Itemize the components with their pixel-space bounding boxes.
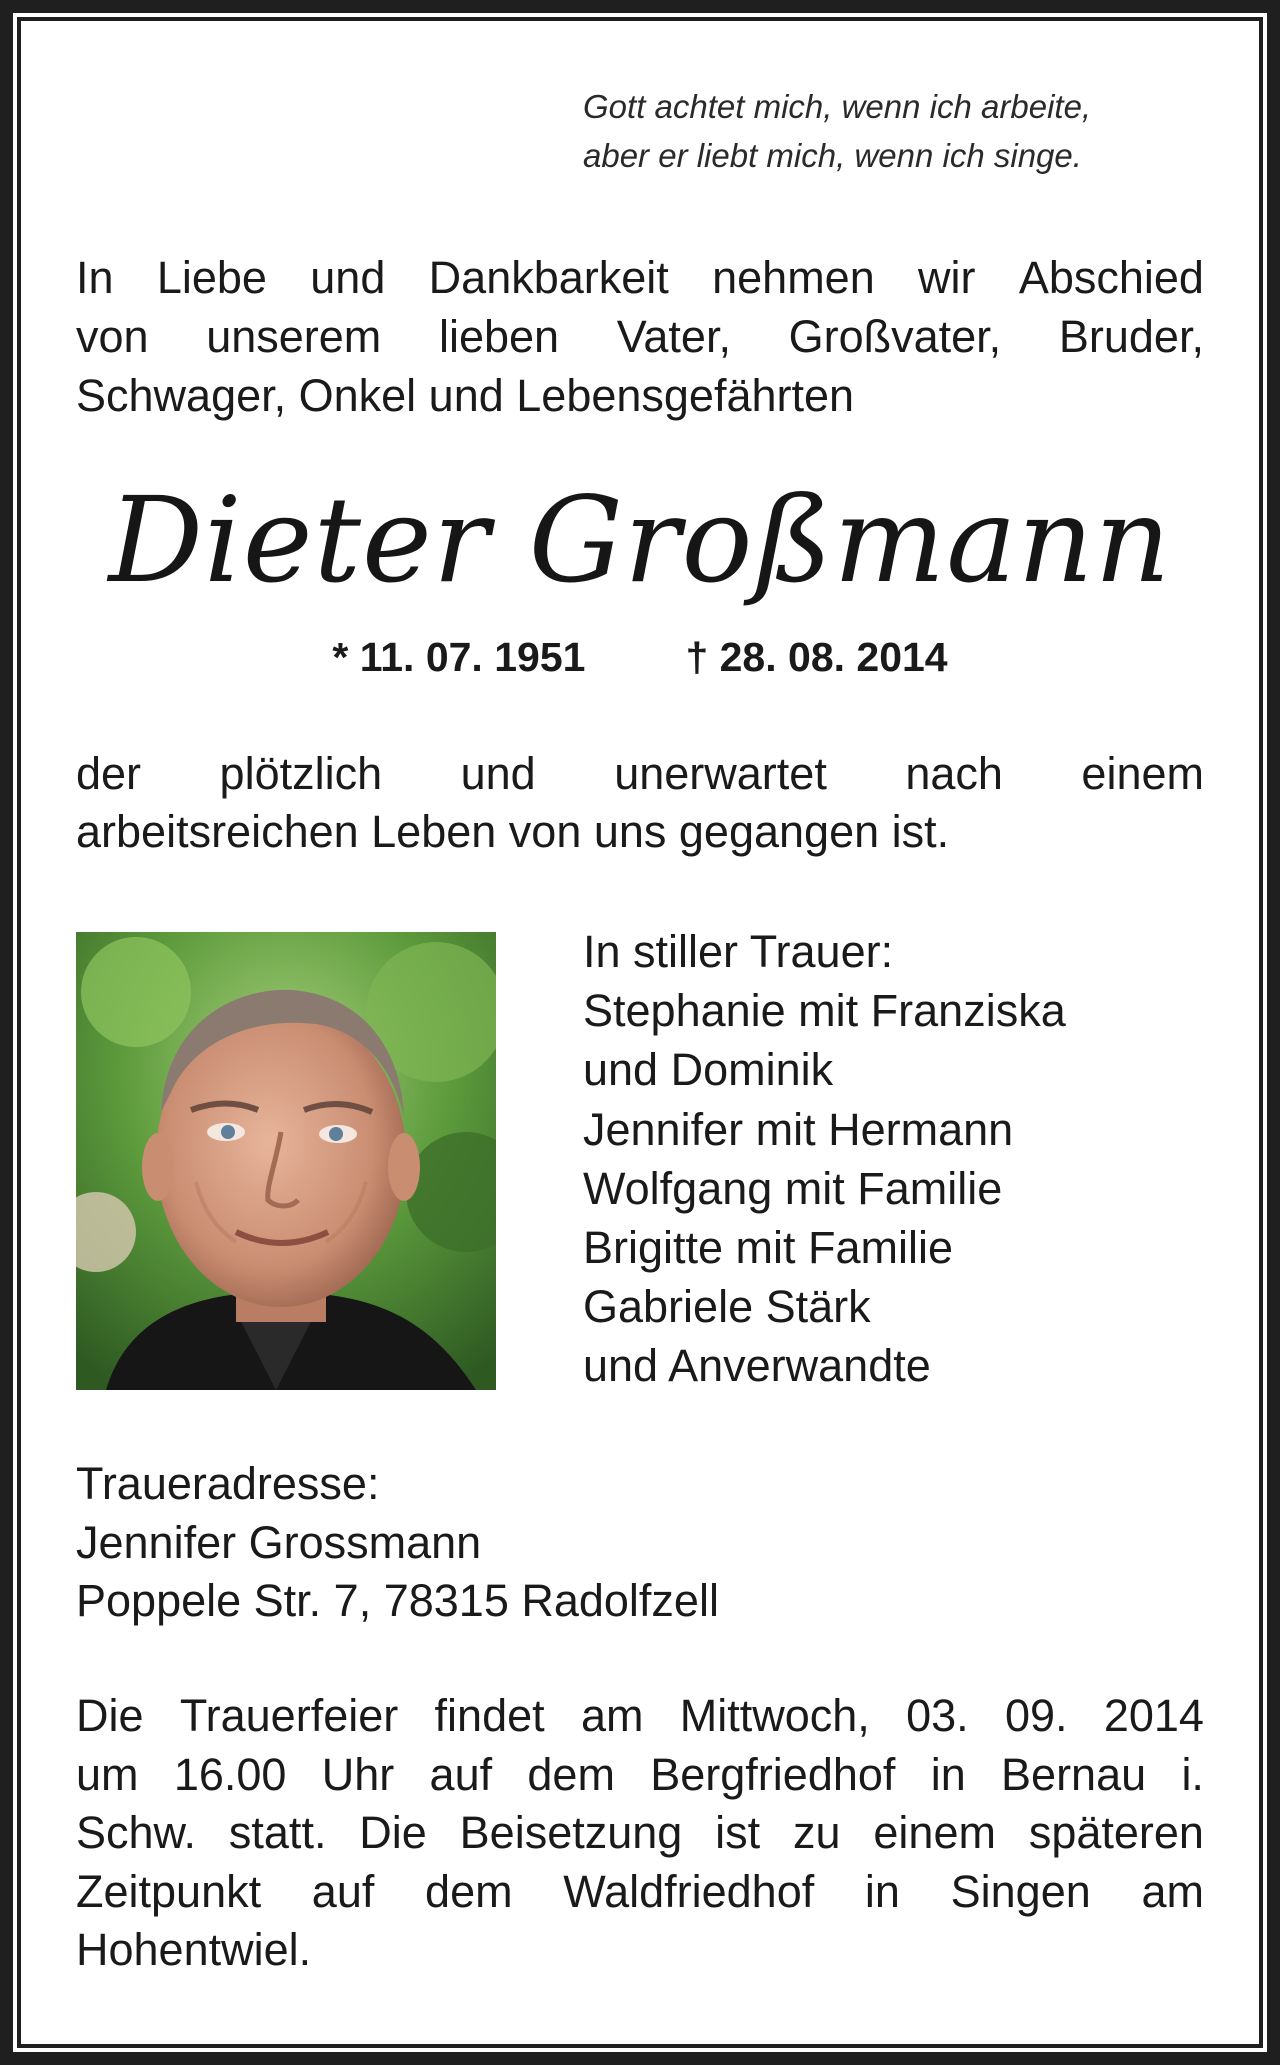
word: nehmen	[712, 252, 875, 303]
word: lieben	[438, 311, 560, 362]
word: in	[864, 1865, 900, 1917]
funeral-line-2	[76, 1746, 1204, 1805]
passing-text	[76, 745, 1204, 861]
word: Bernau	[1001, 1748, 1147, 1800]
word: wir	[918, 252, 976, 303]
word: auf	[311, 1865, 375, 1917]
word: Singen	[950, 1865, 1091, 1917]
deceased-name: Dieter Großmann	[108, 471, 1172, 609]
word: ist	[715, 1807, 761, 1858]
word: unerwartet	[614, 748, 827, 799]
word: und	[310, 252, 386, 303]
intro-line-1	[76, 248, 1204, 307]
funeral-details	[76, 1687, 1204, 1980]
word: dem	[527, 1748, 615, 1800]
mourner-line: Stephanie mit Franziska	[583, 985, 1066, 1037]
word: In	[76, 252, 114, 303]
word: Mittwoch,	[679, 1690, 870, 1741]
intro-line-3: Schwager, Onkel und Lebensgefährten	[76, 370, 855, 421]
motto-line-1: Gott achtet mich, wenn ich arbeite,	[583, 88, 1092, 125]
word: nach	[905, 748, 1003, 799]
word: Zeitpunkt	[76, 1865, 262, 1917]
address-name: Jennifer Grossmann	[76, 1516, 482, 1568]
word: dem	[425, 1865, 513, 1917]
word: Dankbarkeit	[428, 252, 669, 303]
funeral-line-5: Hohentwiel.	[76, 1924, 312, 1975]
mourners-heading: In stiller Trauer:	[583, 926, 894, 977]
mourner-line: Jennifer mit Hermann	[583, 1103, 1014, 1155]
word: von	[76, 311, 149, 362]
word: Uhr	[321, 1748, 395, 1800]
intro-line-2	[76, 307, 1204, 366]
word: 16.00	[173, 1748, 287, 1800]
funeral-line-1	[76, 1687, 1204, 1746]
passing-line-2: arbeitsreichen Leben von uns gegangen ist.	[76, 806, 950, 857]
word: Großvater,	[788, 311, 1002, 362]
word: Schw.	[76, 1807, 197, 1858]
birth-date: * 11. 07. 1951	[332, 634, 586, 680]
funeral-line-4	[76, 1863, 1204, 1922]
word: einem	[873, 1807, 996, 1858]
word: späteren	[1028, 1807, 1204, 1858]
word: i.	[1181, 1748, 1204, 1800]
word: unserem	[206, 311, 382, 362]
word: Die	[359, 1807, 427, 1858]
mourning-address	[76, 1455, 1204, 1631]
word: und	[460, 748, 536, 799]
word: der	[76, 748, 142, 799]
mourner-line: und Dominik	[583, 1044, 834, 1096]
motto-line-2: aber er liebt mich, wenn ich singe.	[583, 137, 1082, 174]
word: findet	[434, 1690, 545, 1741]
word: Beisetzung	[459, 1807, 683, 1858]
word: statt.	[228, 1807, 327, 1858]
word: am	[580, 1690, 644, 1741]
word: 03.	[906, 1690, 969, 1741]
word: am	[1141, 1865, 1204, 1917]
mourners-list	[583, 922, 1223, 1396]
word: Bergfriedhof	[650, 1748, 896, 1800]
word: einem	[1081, 748, 1204, 799]
word: Die	[76, 1690, 144, 1741]
passing-line-1	[76, 745, 1204, 803]
word: plötzlich	[219, 748, 383, 799]
mourner-line: Brigitte mit Familie	[583, 1222, 954, 1274]
word: 2014	[1103, 1690, 1204, 1741]
word: auf	[429, 1748, 493, 1800]
death-date: † 28. 08. 2014	[685, 634, 948, 680]
word: Liebe	[156, 252, 267, 303]
mourner-line: Gabriele Stärk	[583, 1281, 871, 1333]
address-heading: Traueradresse:	[76, 1458, 380, 1509]
word: um	[76, 1748, 139, 1800]
word: Abschied	[1018, 252, 1204, 303]
word: zu	[793, 1807, 841, 1858]
word: 09.	[1004, 1690, 1068, 1741]
address-street: Poppele Str. 7, 78315 Radolfzell	[76, 1575, 719, 1626]
word: Vater,	[616, 311, 731, 362]
mourner-line: und Anverwandte	[583, 1340, 931, 1392]
word: Trauerfeier	[179, 1690, 399, 1741]
intro-text	[76, 248, 1204, 425]
funeral-line-3	[76, 1804, 1204, 1863]
mourner-line: Wolfgang mit Familie	[583, 1162, 1003, 1214]
word: Waldfriedhof	[563, 1865, 815, 1917]
word: in	[930, 1748, 966, 1800]
portrait-photo	[76, 932, 496, 1390]
word: Bruder,	[1058, 311, 1204, 362]
life-dates	[0, 632, 1280, 682]
motto-quote	[583, 82, 1223, 180]
